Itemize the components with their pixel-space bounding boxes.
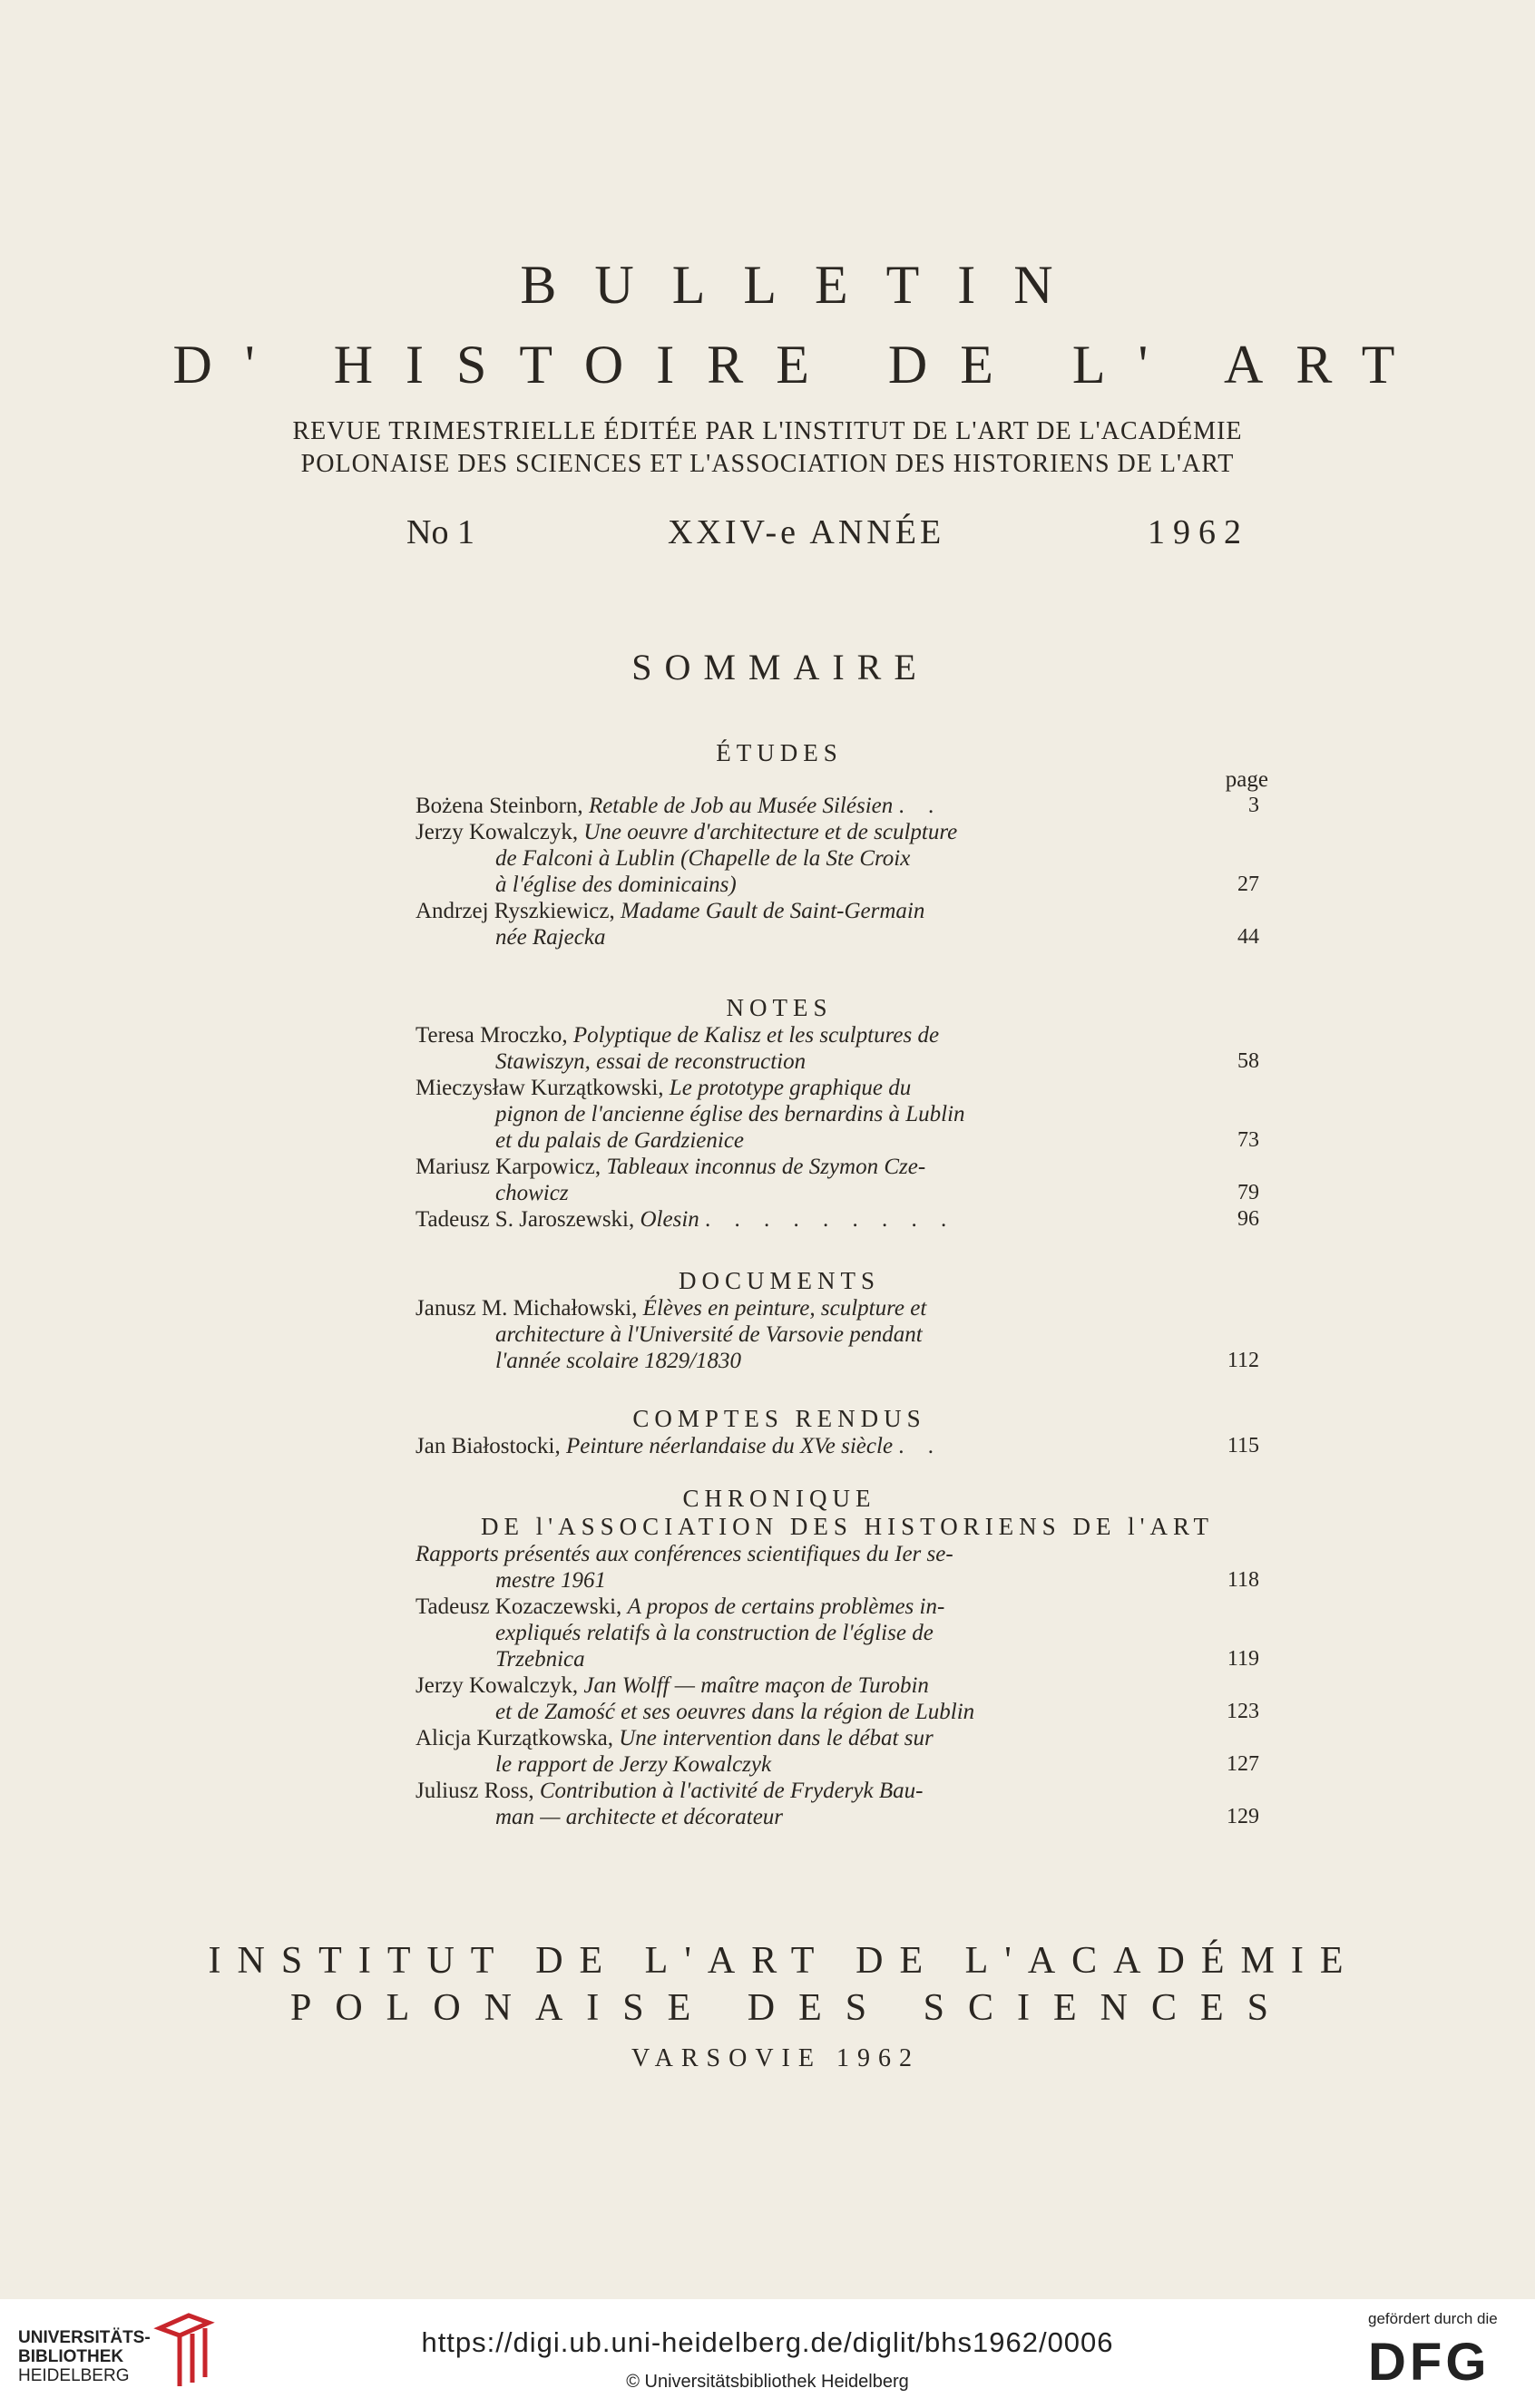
entry-author: Janusz M. Michałowski, [416, 1296, 638, 1321]
entry-page-number: 58 [1237, 1049, 1259, 1073]
page-column-header: page [1225, 767, 1268, 792]
toc-entry [416, 1295, 1268, 1374]
viewer-footer-bar [0, 2299, 1535, 2408]
entry-page-number: 129 [1227, 1805, 1259, 1828]
entry-author: Juliusz Ross, [416, 1779, 534, 1803]
entry-author: Bożena Steinborn, [416, 794, 583, 818]
entry-title: Peinture néerlandaise du XVe siècle [565, 1434, 894, 1458]
issue-volume: XXIV-e ANNÉE [668, 513, 945, 551]
entry-author: Teresa Mroczko, [416, 1023, 568, 1048]
funder-caption: gefördert durch die [1368, 2310, 1498, 2327]
entry-author: Jerzy Kowalczyk, [416, 820, 579, 844]
entry-author: Mariusz Karpowicz, [416, 1155, 601, 1179]
publisher-line1: REVUE TRIMESTRIELLE ÉDITÉE PAR L'INSTITUT DE L'ART DE L'ACADÉMIE [292, 417, 1243, 445]
entry-page-number: 79 [1237, 1181, 1259, 1204]
entry-title: A propos de certains problèmes in- [627, 1594, 945, 1619]
entry-title-continuation: Trzebnica [495, 1647, 585, 1672]
library-logo-line2: BIBLIOTHEK [18, 2347, 124, 2366]
leader-dots: . . . . . . . . . [705, 1207, 956, 1232]
library-logo-line1: UNIVERSITÄTS- [18, 2328, 151, 2347]
entry-title: Rapports présentés aux conférences scientifiques du Ier se- [416, 1542, 953, 1566]
toc-entry [416, 1075, 1268, 1154]
entry-title: Le prototype graphique du [669, 1076, 912, 1100]
entry-author: Jerzy Kowalczyk, [416, 1673, 579, 1698]
entry-title-continuation: le rapport de Jerzy Kowalczyk [495, 1752, 772, 1777]
entry-title-continuation: architecture à l'Université de Varsovie pendant [495, 1322, 923, 1347]
section-heading: CHRONIQUE [682, 1485, 876, 1512]
entry-title: Madame Gault de Saint-Germain [621, 899, 925, 923]
section-subheading: DE l'ASSOCIATION DES HISTORIENS DE l'ART [481, 1513, 1214, 1540]
entry-title-continuation: l'année scolaire 1829/1830 [495, 1349, 742, 1373]
entry-page-number: 115 [1227, 1434, 1259, 1457]
issue-number: No 1 [406, 513, 474, 551]
journal-title-line1: BULLETIN [520, 255, 1091, 315]
contents-heading: SOMMAIRE [631, 647, 929, 687]
entry-title-continuation: et du palais de Gardzienice [495, 1128, 745, 1153]
entry-author: Andrzej Ryszkiewicz, [416, 899, 615, 923]
entry-title: Tableaux inconnus de Szymon Cze- [606, 1155, 926, 1179]
entry-title-continuation: expliqués relatifs à la construction de l'église de [495, 1621, 934, 1645]
entry-title: Élèves en peinture, sculpture et [642, 1296, 927, 1321]
entry-title-continuation: mestre 1961 [495, 1568, 606, 1593]
dfg-logo[interactable]: DFG [1368, 2333, 1491, 2392]
entry-author: Mieczysław Kurzątkowski, [416, 1076, 664, 1100]
entry-page-number: 112 [1227, 1349, 1259, 1372]
section-heading: ÉTUDES [716, 739, 843, 766]
entry-title: Contribution à l'activité de Fryderyk Bau- [539, 1779, 924, 1803]
entry-author: Alicja Kurzątkowska, [416, 1726, 613, 1750]
document-url-link[interactable]: https://digi.ub.uni-heidelberg.de/diglit/bhs1962/0006 [421, 2326, 1114, 2358]
entry-page-number: 27 [1237, 873, 1259, 896]
entry-title-continuation: chowicz [495, 1181, 569, 1205]
toc-entry [416, 1672, 1268, 1725]
toc-entry [416, 1778, 1268, 1830]
entry-title-continuation: Stawiszyn, essai de reconstruction [495, 1049, 807, 1074]
toc-entry [416, 1725, 1268, 1778]
entry-author: Tadeusz Kozaczewski, [416, 1594, 622, 1619]
journal-title-line2: D' HISTOIRE DE L' ART [172, 335, 1428, 395]
entry-title: Une oeuvre d'architecture et de sculpture [583, 820, 958, 844]
entry-title: Olesin [640, 1207, 699, 1232]
toc-entry [416, 898, 1268, 951]
leader-dots: . . [898, 794, 943, 818]
toc-entry [416, 1154, 1268, 1206]
publisher-footer-line1: INSTITUT DE L'ART DE L'ACADÉMIE [208, 1940, 1360, 1982]
toc-entry [416, 1433, 1268, 1459]
entry-page-number: 3 [1248, 794, 1259, 817]
section-heading: NOTES [726, 994, 833, 1021]
toc-entry [416, 1594, 1268, 1672]
issue-year: 1962 [1148, 513, 1249, 551]
entry-title-continuation: et de Zamość et ses oeuvres dans la région de Lublin [495, 1700, 975, 1724]
copyright-notice: © Universitätsbibliothek Heidelberg [626, 2372, 909, 2392]
toc-entry [416, 1022, 1268, 1075]
entry-page-number: 118 [1227, 1568, 1259, 1592]
publisher-statement [0, 415, 1535, 481]
entry-title: Une intervention dans le débat sur [619, 1726, 934, 1750]
entry-author: Tadeusz S. Jaroszewski, [416, 1207, 635, 1232]
entry-author: Jan Białostocki, [416, 1434, 561, 1458]
entry-title-continuation: de Falconi à Lublin (Chapelle de la Ste Croix [495, 846, 911, 871]
entry-page-number: 119 [1227, 1647, 1259, 1671]
entry-title-continuation: née Rajecka [495, 925, 606, 950]
publisher-footer-line2: POLONAISE DES SCIENCES [289, 1987, 1293, 2029]
entry-title: Polyptique de Kalisz et les sculptures de [572, 1023, 940, 1048]
entry-title: Jan Wolff — maître maçon de Turobin [583, 1673, 929, 1698]
entry-page-number: 96 [1237, 1207, 1259, 1231]
entry-page-number: 123 [1227, 1700, 1259, 1723]
entry-title: Retable de Job au Musée Silésien [588, 794, 894, 818]
leader-dots: . . [898, 1434, 943, 1458]
section-heading: DOCUMENTS [678, 1267, 880, 1294]
entry-page-number: 44 [1237, 925, 1259, 949]
toc-entry [416, 1541, 1268, 1594]
entry-title-continuation: à l'église des dominicains) [495, 873, 737, 897]
entry-page-number: 73 [1237, 1128, 1259, 1152]
table-of-contents [416, 712, 1268, 1830]
toc-entry [416, 1206, 1268, 1233]
toc-entry [416, 793, 1268, 819]
section-heading: COMPTES RENDUS [632, 1405, 926, 1432]
entry-page-number: 127 [1227, 1752, 1259, 1776]
publisher-line2: POLONAISE DES SCIENCES ET L'ASSOCIATION DES HISTORIENS DE L'ART [300, 450, 1235, 478]
library-logo-line3: HEIDELBERG [18, 2366, 130, 2385]
entry-title-continuation: man — architecte et décorateur [495, 1805, 784, 1829]
toc-entry [416, 819, 1268, 898]
publisher-footer-place-year: VARSOVIE 1962 [631, 2044, 920, 2072]
entry-title-continuation: pignon de l'ancienne église des bernardins à Lublin [495, 1102, 965, 1126]
